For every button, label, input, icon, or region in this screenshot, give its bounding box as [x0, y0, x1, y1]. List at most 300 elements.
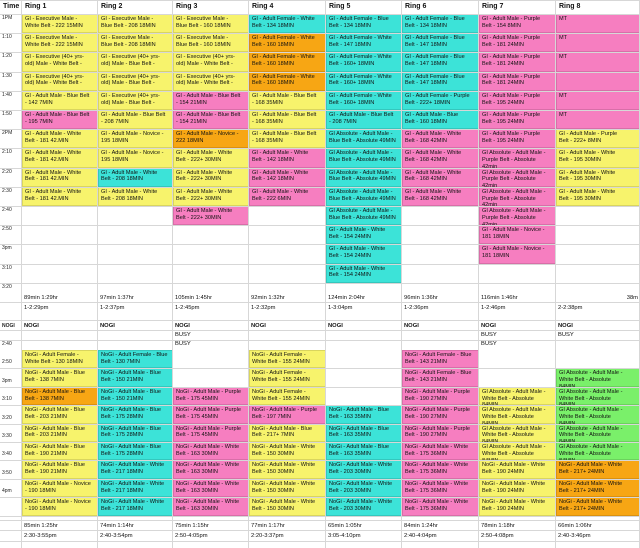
cell-line: White Belt - 222 15MIN	[25, 22, 83, 29]
schedule-cell[interactable]	[249, 405, 326, 423]
cell-line: Belt - 143 21MIN	[405, 377, 447, 384]
cell-line: - 142 7MIN	[25, 99, 53, 106]
schedule-cell[interactable]	[98, 479, 173, 497]
schedule-cell[interactable]	[556, 187, 640, 206]
cell-line: NoGi - Adult Male - Novice	[25, 480, 91, 487]
schedule-cell[interactable]	[402, 350, 479, 368]
grid-vline	[97, 0, 98, 548]
schedule-cell[interactable]	[173, 91, 249, 110]
cell-line: NoGi - Adult Male - White	[559, 480, 623, 487]
schedule-cell[interactable]	[479, 225, 556, 244]
schedule-cell[interactable]	[98, 110, 173, 129]
schedule-cell[interactable]	[98, 52, 173, 71]
schedule-cell[interactable]	[173, 52, 249, 71]
grid-hline	[0, 541, 640, 542]
cell-line: Belt - 181 42.MIN	[25, 195, 69, 202]
time-label: 3pm	[2, 245, 12, 252]
schedule-cell[interactable]	[326, 52, 402, 71]
schedule-cell[interactable]	[479, 72, 556, 91]
schedule-cell[interactable]	[173, 479, 249, 497]
cell-line: GI Absolute - Adult Male -	[482, 150, 546, 157]
schedule-cell[interactable]	[479, 168, 556, 187]
grid-hline	[0, 91, 640, 92]
schedule-cell[interactable]	[249, 91, 326, 110]
schedule-cell[interactable]	[98, 72, 173, 91]
cell-line: Belt - 222+ 18MIN	[405, 99, 451, 106]
schedule-cell[interactable]	[249, 148, 326, 167]
schedule-cell[interactable]	[173, 33, 249, 52]
cell-line: Belt - 163 30MIN	[176, 450, 218, 457]
schedule-cell[interactable]	[556, 442, 640, 460]
schedule-cell[interactable]	[22, 424, 98, 442]
schedule-cell[interactable]	[98, 442, 173, 460]
schedule-cell[interactable]	[249, 168, 326, 187]
schedule-cell[interactable]	[249, 187, 326, 206]
schedule-cell[interactable]	[479, 33, 556, 52]
cell-line: - 208 7MIN	[101, 118, 129, 125]
schedule-cell[interactable]	[556, 368, 640, 386]
cell-line: GI - Adult Male - White	[25, 150, 82, 157]
schedule-cell[interactable]	[556, 129, 640, 148]
nogi-label: NOGI	[175, 323, 190, 329]
schedule-cell[interactable]	[98, 497, 173, 515]
cell-line: GI - Adult Male - Blue Belt	[25, 92, 90, 99]
cell-line: MT	[559, 35, 568, 42]
schedule-cell[interactable]	[479, 206, 556, 225]
cell-line: Belt - 175 36MIN	[405, 469, 447, 476]
schedule-cell[interactable]	[326, 264, 402, 283]
schedule-cell[interactable]	[22, 387, 98, 405]
schedule-cell[interactable]	[479, 14, 556, 33]
cell-line: NoGi - Adult Male - Blue	[25, 388, 86, 395]
schedule-cell[interactable]	[249, 129, 326, 148]
schedule-cell[interactable]	[98, 91, 173, 110]
schedule-cell[interactable]	[402, 91, 479, 110]
schedule-cell[interactable]	[326, 72, 402, 91]
cell-line: GI - Adult Female - Blue	[329, 16, 389, 22]
schedule-cell[interactable]	[326, 442, 402, 460]
schedule-cell[interactable]	[22, 497, 98, 515]
schedule-cell[interactable]	[402, 72, 479, 91]
ring-total-duration: 77min 1:17hr	[251, 522, 285, 529]
schedule-cell[interactable]	[249, 72, 326, 91]
cell-line: Belt - 197 7MIN	[252, 414, 291, 420]
grid-hline	[0, 148, 640, 149]
schedule-cell[interactable]	[479, 497, 556, 515]
cell-line: Belt - 181 24MIN	[482, 42, 524, 48]
cell-line: Belt - 175 28MIN	[101, 414, 143, 420]
schedule-cell[interactable]	[402, 110, 479, 129]
schedule-cell[interactable]	[249, 350, 326, 368]
time-column-header: Time	[3, 3, 20, 10]
grid-hline	[0, 302, 640, 303]
schedule-cell[interactable]	[249, 14, 326, 33]
cell-line: GI - Adult Male - White	[25, 131, 82, 138]
cell-line: White Belt - 155 24MIN	[252, 377, 310, 384]
cell-line: Belt - 203 30MIN	[329, 506, 371, 512]
cell-line: Belt - 147 18MIN	[405, 80, 447, 87]
ring-header-3: Ring 3	[176, 3, 198, 10]
schedule-cell[interactable]	[326, 168, 402, 187]
schedule-cell[interactable]	[98, 14, 173, 33]
cell-line: - 190 18MIN	[25, 487, 56, 494]
schedule-cell[interactable]	[22, 91, 98, 110]
schedule-cell[interactable]	[22, 168, 98, 187]
cell-line: Belt - 222+ 30MIN	[176, 157, 222, 164]
cell-line: GI - Executive (40+ yrs-	[25, 73, 84, 80]
schedule-cell[interactable]	[479, 442, 556, 460]
schedule-cell[interactable]	[173, 424, 249, 442]
schedule-cell[interactable]	[402, 129, 479, 148]
schedule-cell[interactable]	[98, 129, 173, 148]
schedule-cell[interactable]	[173, 110, 249, 129]
cell-line: Belt - 168 42MIN	[405, 176, 447, 183]
ring-time-range: 2:40-4:04pm	[404, 532, 437, 539]
schedule-cell[interactable]	[556, 148, 640, 167]
schedule-cell[interactable]	[22, 148, 98, 167]
schedule-cell[interactable]	[479, 148, 556, 167]
schedule-cell[interactable]	[22, 129, 98, 148]
ring-time-range: 1-2:46pm	[481, 305, 506, 311]
schedule-cell[interactable]	[249, 110, 326, 129]
schedule-cell[interactable]	[98, 148, 173, 167]
cell-line: NoGi - Adult Female -	[252, 370, 306, 377]
schedule-cell[interactable]	[249, 387, 326, 405]
cell-line: - 154 21MIN	[176, 118, 207, 125]
cell-line: GI - Adult Male - Blue	[405, 112, 459, 118]
cell-line: NoGi - Adult Male - White	[329, 480, 393, 487]
cell-line: Belt - 190 27MIN	[405, 414, 447, 420]
cell-line: White Belt - 155 24MIN	[252, 395, 310, 402]
schedule-cell[interactable]	[556, 14, 640, 33]
schedule-cell[interactable]	[402, 424, 479, 442]
schedule-cell[interactable]	[22, 72, 98, 91]
ring-total-duration: 78min 1:18hr	[481, 522, 515, 529]
cell-line: Belt - 138 7MIN	[25, 377, 64, 384]
cell-line: Belt - 147 18MIN	[329, 42, 371, 48]
cell-line: Belt - 195 30MIN	[559, 195, 601, 202]
schedule-cell[interactable]	[98, 33, 173, 52]
schedule-cell[interactable]	[98, 387, 173, 405]
cell-line: NoGi - Adult Male - White	[482, 499, 546, 506]
cell-line: Belt - 163 35MIN	[329, 432, 371, 439]
grid-hline	[0, 283, 640, 284]
cell-line: Blue Belt - 160 18MIN	[176, 42, 231, 48]
schedule-cell[interactable]	[249, 52, 326, 71]
schedule-cell[interactable]	[402, 368, 479, 386]
cell-line: GI - Executive (40+ yrs-	[25, 54, 84, 61]
cell-line: NoGi - Adult Male - White	[176, 444, 240, 450]
schedule-cell[interactable]	[402, 33, 479, 52]
cell-line: - 195 7MIN	[25, 118, 53, 125]
schedule-cell[interactable]	[326, 110, 402, 129]
schedule-cell[interactable]	[326, 497, 402, 515]
grid-hline	[0, 14, 640, 15]
schedule-cell[interactable]	[402, 405, 479, 423]
cell-line: Purple Belt - Absolute	[482, 214, 536, 221]
schedule-cell[interactable]	[479, 110, 556, 129]
cell-line: 181 18MIN	[482, 253, 510, 260]
cell-line: NoGi - Adult Male - Blue	[101, 388, 162, 395]
cell-line: GI - Adult Male - White	[559, 169, 616, 176]
cell-line: GI - Adult Male - Novice -	[482, 246, 545, 253]
nogi-label: NOGI	[100, 323, 115, 329]
cell-line: Belt - 181 24MIN	[482, 61, 524, 68]
schedule-cell[interactable]	[22, 14, 98, 33]
cell-line: Blue Belt - Absolute 49MIN	[329, 157, 396, 164]
ring-total-duration: 124min 2:04hr	[328, 295, 366, 301]
cell-line: NoGi - Adult Male - Purple	[405, 388, 470, 395]
ring-total-duration: 92min 1:32hr	[251, 295, 285, 301]
schedule-cell[interactable]	[402, 387, 479, 405]
schedule-cell[interactable]	[326, 206, 402, 225]
schedule-cell[interactable]	[326, 187, 402, 206]
schedule-cell[interactable]	[479, 479, 556, 497]
cell-line: Belt - 222+ 30MIN	[176, 176, 222, 183]
schedule-cell[interactable]	[479, 424, 556, 442]
schedule-cell[interactable]	[402, 148, 479, 167]
schedule-cell[interactable]	[22, 187, 98, 206]
schedule-cell[interactable]	[173, 72, 249, 91]
cell-line: Belt - 175 45MIN	[176, 432, 218, 439]
time-label: 1:40	[2, 91, 12, 98]
cell-line: NoGi - Adult Male - White	[101, 480, 165, 487]
schedule-cell[interactable]	[173, 497, 249, 515]
cell-line: GI - Executive (40+ yrs-	[176, 54, 235, 61]
cell-line: GI - Adult Male - White	[176, 150, 233, 157]
cell-line: - 168 35MIN	[252, 99, 283, 106]
grid-vline	[172, 0, 173, 548]
cell-line: GI Absolute - Adult Male -	[559, 407, 623, 414]
cell-line: Purple Belt - Absolute	[482, 157, 536, 164]
schedule-cell[interactable]	[479, 187, 556, 206]
schedule-cell[interactable]	[249, 497, 326, 515]
cell-line: Belt - 175 36MIN	[405, 450, 447, 457]
cell-line: GI - Adult Female - White	[252, 35, 315, 42]
schedule-cell[interactable]	[556, 52, 640, 71]
schedule-cell[interactable]	[479, 460, 556, 478]
cell-line: GI - Adult Male - Purple	[482, 131, 541, 138]
schedule-cell[interactable]	[22, 110, 98, 129]
schedule-cell[interactable]	[326, 225, 402, 244]
cell-line: 181 18MIN	[482, 234, 510, 240]
cell-line: NoGi - Adult Male - White	[101, 499, 165, 506]
schedule-cell[interactable]	[326, 460, 402, 478]
cell-line: GI Absolute - Adult Male -	[559, 425, 623, 432]
cell-line: GI - Executive (40+ yrs-	[176, 73, 235, 80]
ring-total-duration: 96min 1:36hr	[404, 295, 438, 301]
schedule-cell[interactable]	[479, 244, 556, 263]
cell-line: GI Absolute - Adult Male -	[482, 169, 546, 176]
schedule-cell[interactable]	[556, 168, 640, 187]
schedule-cell[interactable]	[98, 168, 173, 187]
schedule-cell[interactable]	[326, 244, 402, 263]
schedule-cell[interactable]	[98, 350, 173, 368]
cell-line: - 154 21MIN	[176, 99, 207, 106]
cell-line: Belt - 138 7MIN	[25, 395, 64, 402]
schedule-cell[interactable]	[22, 442, 98, 460]
ring-total-duration: 116min 1:46hr	[481, 295, 518, 301]
cell-line: White Belt - 222 15MIN	[25, 42, 83, 48]
time-label: 3:50	[2, 469, 12, 476]
schedule-cell[interactable]	[326, 129, 402, 148]
cell-line: NoGi - Adult Male - White	[329, 462, 393, 469]
schedule-cell[interactable]	[326, 405, 402, 423]
schedule-cell[interactable]	[326, 424, 402, 442]
cell-line: Blue Belt - Absolute 49MIN	[329, 138, 396, 144]
time-label: 2:40	[2, 341, 12, 347]
schedule-cell[interactable]	[173, 129, 249, 148]
cell-line: NoGi - Adult Male - White	[405, 480, 469, 487]
schedule-cell[interactable]	[22, 350, 98, 368]
schedule-cell[interactable]	[402, 14, 479, 33]
schedule-cell[interactable]	[402, 52, 479, 71]
schedule-cell[interactable]	[173, 460, 249, 478]
schedule-cell[interactable]	[173, 387, 249, 405]
ring-total-duration: 66min 1:06hr	[558, 522, 592, 529]
cell-line: Belt - 217 18MIN	[101, 469, 143, 476]
cell-line: Belt - 134 18MIN	[405, 22, 447, 29]
schedule-cell[interactable]	[98, 460, 173, 478]
schedule-cell[interactable]	[556, 479, 640, 497]
schedule-cell[interactable]	[22, 460, 98, 478]
schedule-cell[interactable]	[98, 424, 173, 442]
schedule-cell[interactable]	[98, 405, 173, 423]
cell-line: GI - Executive Male -	[25, 35, 78, 42]
ring-total-duration: 84min 1:24hr	[404, 522, 438, 529]
schedule-cell[interactable]	[98, 368, 173, 386]
cell-line: Belt - 175 36MIN	[405, 506, 447, 512]
schedule-cell[interactable]	[326, 479, 402, 497]
cell-line: NoGi - Adult Male - White	[252, 462, 316, 469]
schedule-cell[interactable]	[556, 497, 640, 515]
cell-line: NoGi - Adult Male - Blue	[25, 444, 86, 450]
cell-line: Belt - 195 24MIN	[482, 118, 524, 125]
cell-line: NoGi - Adult Male - White	[559, 499, 623, 506]
cell-line: Belt - 150 30MIN	[252, 506, 294, 512]
schedule-cell[interactable]	[249, 33, 326, 52]
cell-line: Belt - 222+ 8MIN	[559, 138, 602, 144]
schedule-cell[interactable]	[556, 424, 640, 442]
schedule-cell[interactable]	[249, 442, 326, 460]
cell-line: GI Absolute - Adult Male -	[329, 208, 393, 214]
grid-hline	[0, 330, 640, 331]
schedule-cell[interactable]	[326, 33, 402, 52]
cell-line: Blue Belt - 208 18MIN	[101, 22, 156, 29]
schedule-cell[interactable]	[98, 187, 173, 206]
cell-line: Belt - 160+ 18MIN	[329, 99, 375, 106]
schedule-cell[interactable]	[479, 387, 556, 405]
schedule-cell[interactable]	[22, 52, 98, 71]
cell-line: GI - Adult Male - White	[176, 208, 233, 214]
schedule-cell[interactable]	[402, 460, 479, 478]
schedule-cell[interactable]	[22, 33, 98, 52]
time-label: 3:10	[2, 264, 12, 271]
schedule-cell[interactable]	[556, 91, 640, 110]
schedule-cell[interactable]	[173, 442, 249, 460]
cell-line: NoGi - Adult Male - Blue	[25, 370, 86, 377]
cell-line: Belt - 168 42MIN	[405, 138, 447, 144]
time-label: 1:20	[2, 53, 12, 60]
cell-line: GI Absolute - Adult Male -	[559, 370, 623, 377]
schedule-cell[interactable]	[556, 387, 640, 405]
time-label: 1:50	[2, 111, 12, 117]
busy-label: BUSY	[558, 332, 574, 338]
schedule-cell[interactable]	[402, 497, 479, 515]
cell-line: NoGi - Adult Male - Purple	[405, 407, 470, 414]
cell-line: old) Male - White Belt -	[176, 80, 233, 87]
schedule-cell[interactable]	[556, 110, 640, 129]
schedule-cell[interactable]	[173, 14, 249, 33]
grid-hline	[0, 497, 640, 498]
schedule-cell[interactable]	[249, 460, 326, 478]
cell-line: Belt - 217+ 24MIN	[559, 506, 605, 512]
cell-line: NoGi - Adult Male - White	[176, 462, 240, 469]
schedule-cell[interactable]	[22, 368, 98, 386]
grid-hline	[0, 72, 640, 73]
schedule-cell[interactable]	[22, 479, 98, 497]
schedule-cell[interactable]	[556, 33, 640, 52]
schedule-cell[interactable]	[326, 148, 402, 167]
cell-line: NoGi - Adult Male - White	[252, 499, 316, 506]
nogi-label: NOGI	[251, 323, 266, 329]
ring-total-duration: 75min 1:15hr	[175, 522, 209, 529]
schedule-cell[interactable]	[173, 206, 249, 225]
ring-time-range: 2:20-3:37pm	[251, 532, 284, 539]
schedule-cell[interactable]	[22, 405, 98, 423]
schedule-cell[interactable]	[402, 442, 479, 460]
schedule-cell[interactable]	[479, 91, 556, 110]
schedule-cell[interactable]	[173, 168, 249, 187]
cell-line: NoGi - Adult Male - White	[329, 499, 393, 506]
cell-line: GI - Adult Female - White	[329, 35, 392, 42]
cell-line: NoGi - Adult Male - Purple	[176, 407, 241, 414]
schedule-cell[interactable]	[173, 187, 249, 206]
schedule-cell[interactable]	[402, 168, 479, 187]
schedule-cell[interactable]	[479, 405, 556, 423]
schedule-cell[interactable]	[173, 405, 249, 423]
schedule-cell[interactable]	[479, 52, 556, 71]
schedule-cell[interactable]	[326, 14, 402, 33]
cell-line: GI - Adult Male - Blue Belt	[176, 112, 241, 118]
schedule-cell[interactable]	[556, 405, 640, 423]
cell-line: NoGi - Adult Female -	[25, 352, 79, 358]
cell-line: Blue Belt - Absolute 49MIN	[329, 176, 396, 183]
cell-line: Belt - 195 24MIN	[482, 99, 524, 106]
cell-line: GI - Adult Male - White	[25, 188, 82, 195]
schedule-cell[interactable]	[402, 479, 479, 497]
schedule-cell[interactable]	[249, 368, 326, 386]
cell-line: GI Absolute - Adult Male -	[482, 425, 546, 432]
grid-hline	[0, 33, 640, 34]
cell-line: NoGi - Adult Male - Purple	[176, 388, 241, 395]
cell-line: Belt - 134 18MIN	[252, 22, 294, 29]
grid-hline	[0, 0, 640, 1]
schedule-cell[interactable]	[402, 187, 479, 206]
schedule-cell[interactable]	[479, 129, 556, 148]
ring-time-range: 1-2:45pm	[175, 305, 200, 311]
schedule-cell[interactable]	[249, 479, 326, 497]
schedule-cell[interactable]	[556, 460, 640, 478]
cell-line: GI - Adult Male - White	[25, 169, 82, 176]
cell-line: Belt - 217+ 7MIN	[252, 432, 295, 439]
schedule-cell[interactable]	[326, 91, 402, 110]
schedule-cell[interactable]	[249, 424, 326, 442]
schedule-cell[interactable]	[556, 72, 640, 91]
schedule-cell[interactable]	[173, 148, 249, 167]
grid-hline	[0, 516, 640, 517]
ring-time-range: 2:40-3:54pm	[100, 532, 133, 539]
